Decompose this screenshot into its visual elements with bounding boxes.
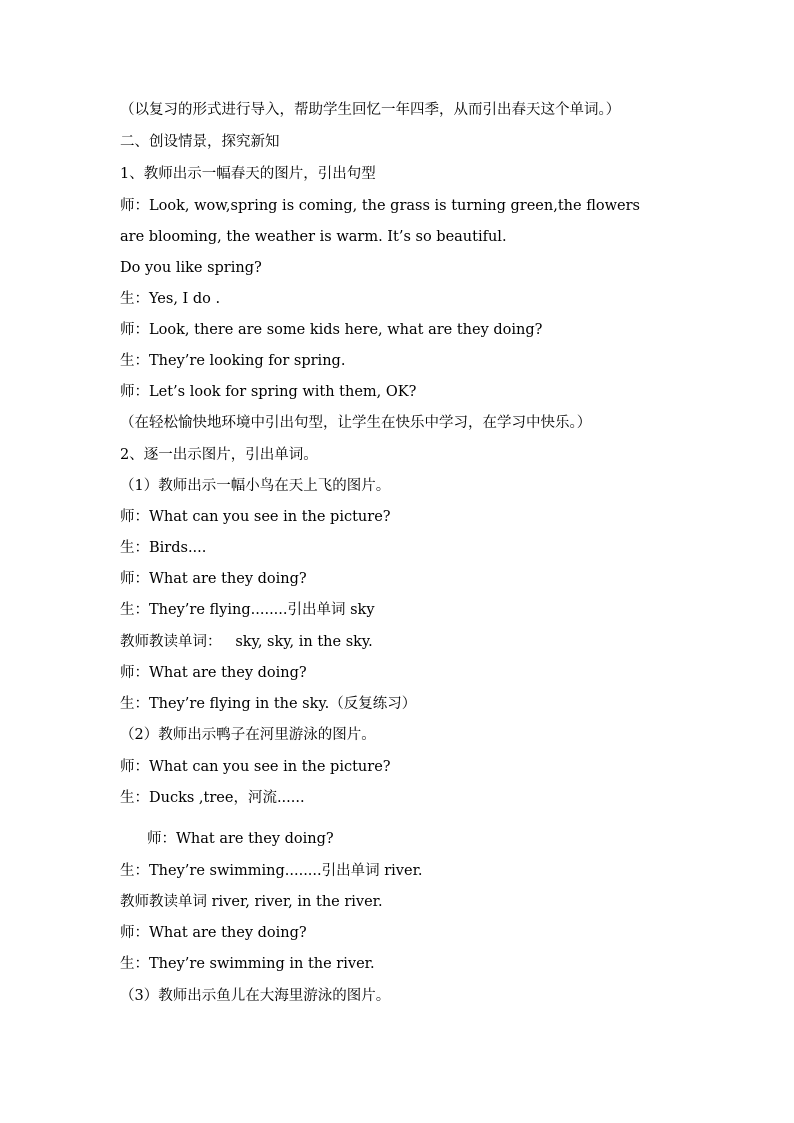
step-heading: 2、逐一出示图片，引出单词。 — [120, 447, 318, 463]
text-line: 生：They’re flying in the sky.（反复练习） — [120, 696, 417, 712]
text-line: 教师教读单词： sky, sky, in the sky. — [120, 634, 373, 650]
text-line: 师：Let’s look for spring with them, OK? — [120, 384, 417, 400]
text-line: 师：What can you see in the picture? — [120, 759, 391, 775]
text-line: （1）教师出示一幅小鸟在天上飞的图片。 — [120, 478, 391, 494]
text-line: 生：Birds.... — [120, 540, 207, 556]
text-line: （2）教师出示鸭子在河里游泳的图片。 — [120, 727, 376, 743]
section-heading: 二、创设情景，探究新知 — [120, 134, 280, 150]
text-line: 生：They’re flying........引出单词 sky — [120, 602, 375, 618]
text-line: 师：Look, wow,spring is coming, the grass is turning green,the flowers — [120, 198, 640, 214]
text-line: 师：What are they doing? — [147, 831, 334, 847]
text-line: are blooming, the weather is warm. It’s so beautiful. — [120, 229, 507, 245]
text-line: 生：Ducks ,tree，河流...... — [120, 790, 305, 806]
text-line: 师：What are they doing? — [120, 925, 307, 941]
text-line: 师：Look, there are some kids here, what are they doing? — [120, 322, 543, 338]
text-line: 师：What can you see in the picture? — [120, 509, 391, 525]
text-line: （3）教师出示鱼儿在大海里游泳的图片。 — [120, 988, 391, 1004]
step-heading: 1、教师出示一幅春天的图片，引出句型 — [120, 166, 376, 182]
text-line: 生：They’re swimming in the river. — [120, 956, 375, 972]
text-line: 生：They’re swimming........引出单词 river. — [120, 863, 423, 879]
text-line: 师：What are they doing? — [120, 571, 307, 587]
text-line: 师：What are they doing? — [120, 665, 307, 681]
text-line: 生：They’re looking for spring. — [120, 353, 346, 369]
text-line: 生：Yes, I do . — [120, 291, 221, 307]
text-line: 教师教读单词 river, river, in the river. — [120, 894, 383, 910]
text-line: Do you like spring? — [120, 260, 262, 276]
text-line: （在轻松愉快地环境中引出句型，让学生在快乐中学习，在学习中快乐。） — [120, 415, 592, 431]
text-line: （以复习的形式进行导入，帮助学生回忆一年四季，从而引出春天这个单词。） — [120, 102, 621, 118]
